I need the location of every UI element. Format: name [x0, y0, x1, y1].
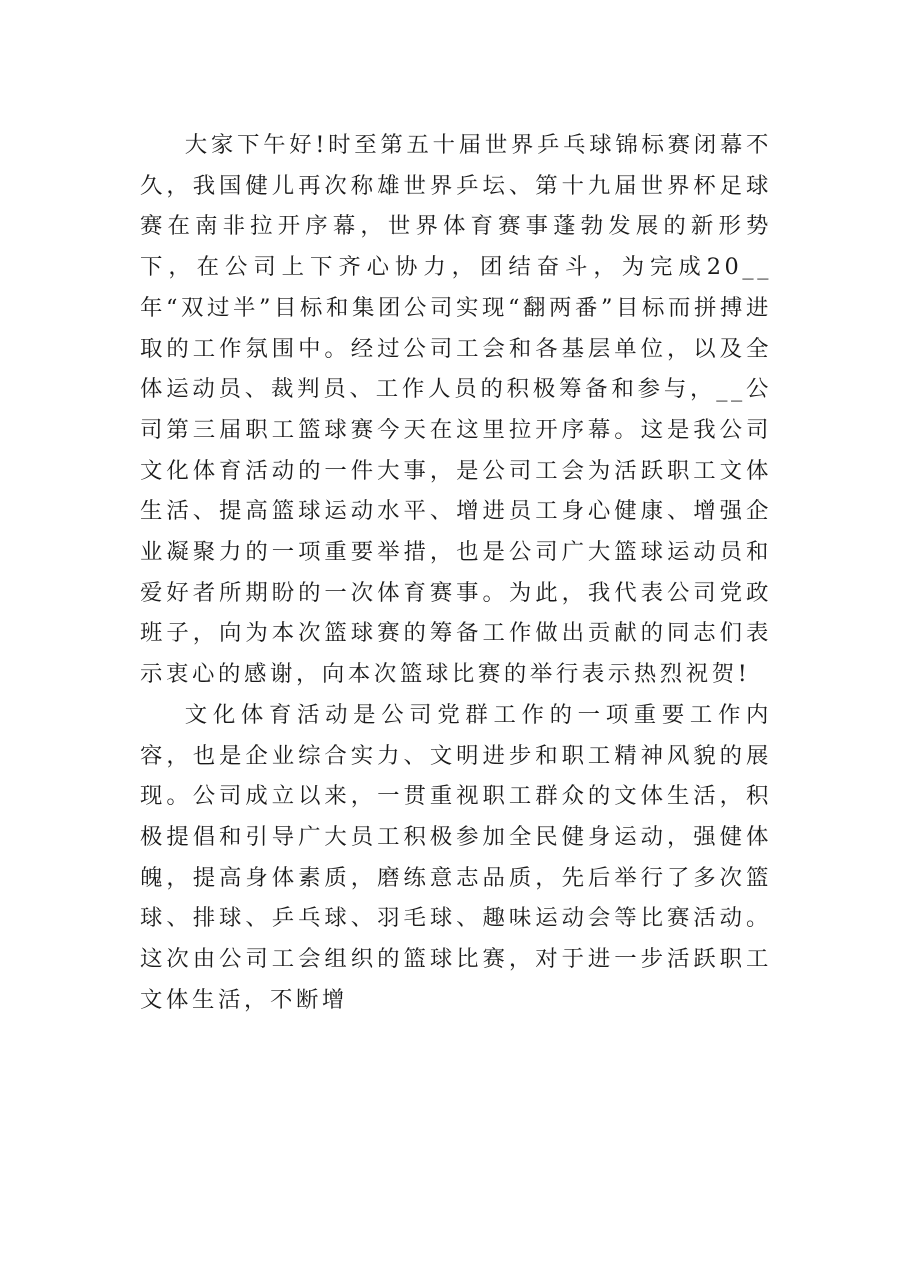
paragraph-opening-remarks: 大家下午好!时至第五十届世界乒乓球锦标赛闭幕不久，我国健儿再次称雄世界乒坛、第十九届世界杯足球赛在南非拉开序幕，世界体育赛事蓬勃发展的新形势下，在公司上下齐心协力，团结奋斗，为完成20__年“双过半”目标和集团公司实现“翻两番”目标而拼搏进取的工作氛围中。经过公司工会和各基层单位，以及全体运动员、裁判员、工作人员的积极筹备和参与，__公司第三届职工篮球赛今天在这里拉开序幕。这是我公司文化体育活动的一件大事，是公司工会为活跃职工文体生活、提高篮球运动水平、增进员工身心健康、增强企业凝聚力的一项重要举措，也是公司广大篮球运动员和爱好者所期盼的一次体育赛事。为此，我代表公司党政班子，向为本次篮球赛的筹备工作做出贡献的同志们表示衷心的感谢，向本次篮球比赛的举行表示热烈祝贺!	[140, 132, 772, 688]
paragraph-culture-sports: 文化体育活动是公司党群工作的一项重要工作内容，也是企业综合实力、文明进步和职工精神风貌的展现。公司成立以来，一贯重视职工群众的文体生活，积极提倡和引导广大员工积极参加全民健身运动，强健体魄，提高身体素质，磨练意志品质，先后举行了多次篮球、排球、乒乓球、羽毛球、趣味运动会等比赛活动。这次由公司工会组织的篮球比赛，对于进一步活跃职工文体生活，不断增	[140, 701, 772, 1013]
document-body	[140, 125, 772, 1020]
